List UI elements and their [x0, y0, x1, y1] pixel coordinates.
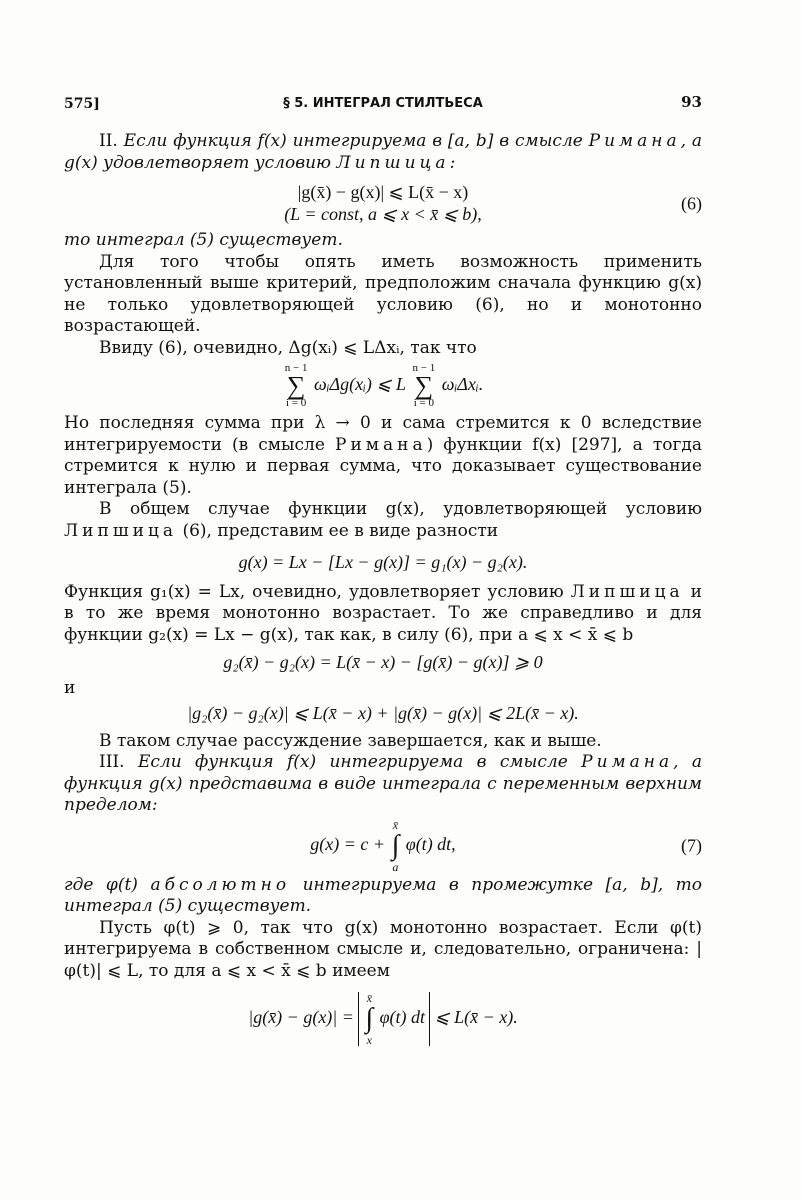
equation-6-line2: (L = const, a ⩽ x < x̄ ⩽ b), — [284, 203, 482, 224]
equation-7: g(x) = c + x̄ ∫ a φ(t) dt, (7) — [310, 817, 702, 874]
g2-inequality: g₂(x̄) − g₂(x) = L(x̄ − x) − [g(x̄) − g(x)] ⩾ 0 — [223, 652, 543, 672]
equation-number: (6) — [681, 192, 702, 213]
paragraph-6: В таком случае рассуждение завершается, как и выше. — [99, 730, 602, 751]
paragraph-7: Пусть φ(t) ⩾ 0, так что g(x) монотонно возрастает. Если φ(t) интегрируема в собственном смысле и, следовательно, ограничена: |φ(t)| ⩽ L, то для a ⩽ x < x̄ ⩽ b имеем — [64, 917, 702, 981]
theorem-2-statement: II. Если функция f(x) интегрируема в [a, b] в смысле Римана, a g(x) удовлетворяет условию Липшица: — [64, 131, 702, 173]
paragraph-5: Функция g₁(x) = Lx, очевидно, удовлетворяет условию Липшица и в то же время монотонно возрастает. То же справедливо и для функции g₂(x) = Lx − g(x), так как, в силу (6), при a ⩽ x < x̄ ⩽ b — [64, 581, 702, 645]
integral-symbol: x̄ ∫ x — [365, 991, 374, 1047]
absolute-value-bars: x̄ ∫ x φ(t) dt — [358, 992, 430, 1046]
page-number: 93 — [681, 93, 702, 111]
running-header — [64, 93, 702, 120]
section-ref: 575] — [64, 96, 100, 112]
sum-symbol: n − 1 ∑ i = 0 — [412, 362, 436, 409]
final-inequality: |g(x̄) − g(x)| = x̄ ∫ x φ(t) dt ⩽ L(x̄ − x). — [248, 991, 518, 1047]
abs-inequality: |g₂(x̄) − g₂(x)| ⩽ L(x̄ − x) + |g(x̄) − g(x)| ⩽ 2L(x̄ − x). — [187, 703, 579, 723]
difference-equation: g(x) = Lx − [Lx − g(x)] = g₁(x) − g₂(x). — [238, 552, 528, 572]
paragraph-2: Ввиду (6), очевидно, Δg(xᵢ) ⩽ LΔxᵢ, так что — [99, 337, 477, 358]
integral-symbol: x̄ ∫ a — [391, 817, 400, 874]
theorem-2-conclusion: то интеграл (5) существует. — [64, 230, 343, 250]
paragraph-3: Но последняя сумма при λ → 0 и сама стремится к 0 вследствие интегрируемости (в смысле Римана) функции f(x) [297], а тогда стремится к нулю и первая сумма, что доказывает существование интеграла (5). — [64, 413, 702, 498]
equation-6 — [64, 182, 702, 225]
theorem-3-conclusion: где φ(t) абсолютно интегрируема в промежутке [a, b], то интеграл (5) существует. — [64, 874, 702, 916]
sum-symbol: n − 1 ∑ i = 0 — [284, 362, 308, 409]
sum-inequality: n − 1 ∑ i = 0 ωᵢΔg(xᵢ) ⩽ L n − 1 ∑ i = 0 ωᵢΔxᵢ. — [284, 362, 484, 409]
theorem-3-statement: III. Если функция f(x) интегрируема в смысле Римана, а функция g(x) представима в виде интеграла с переменным верхним пределом: — [64, 752, 703, 815]
page-body — [64, 131, 702, 1056]
equation-number: (7) — [681, 834, 702, 855]
header-title: § 5. ИНТЕГРАЛ СТИЛТЬЕСА — [283, 96, 483, 111]
equation-6-line1: |g(x̄) − g(x)| ⩽ L(x̄ − x) — [297, 182, 469, 202]
conjunction: и — [64, 677, 76, 698]
paragraph-1: Для того чтобы опять иметь возможность применить установленный выше критерий, предположим сначала функцию g(x) не только удовлетворяющей условию (6), но и монотонно возрастающей. — [64, 251, 702, 336]
paragraph-4: В общем случае функции g(x), удовлетворяющей условию Липшица (6), представим ее в виде разности — [64, 499, 702, 541]
